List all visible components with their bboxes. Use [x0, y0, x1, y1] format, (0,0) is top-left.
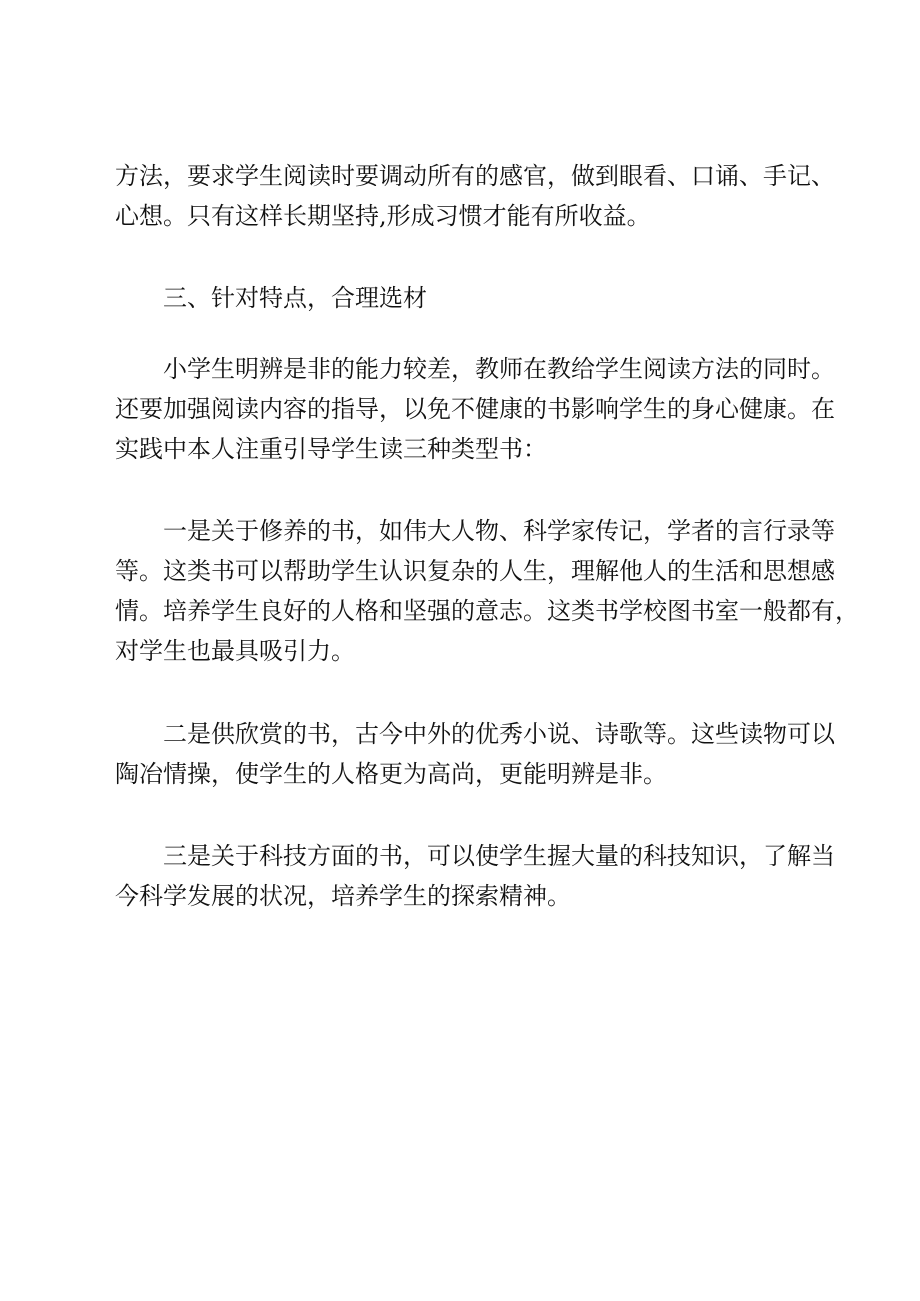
paragraph-line: 情。培养学生良好的人格和坚强的意志。这类书学校图书室一般都有，	[115, 597, 859, 625]
paragraph-5	[115, 836, 835, 916]
paragraph-1	[115, 156, 835, 236]
paragraph-3	[115, 511, 859, 671]
section-heading	[115, 278, 815, 318]
paragraph-2	[115, 349, 835, 469]
paragraph-line: 小学生明辨是非的能力较差，教师在教给学生阅读方法的同时。	[163, 355, 835, 383]
paragraph-line: 还要加强阅读内容的指导，以免不健康的书影响学生的身心健康。在	[115, 395, 835, 423]
paragraph-4	[115, 714, 835, 794]
paragraph-line: 实践中本人注重引导学生读三种类型书：	[115, 435, 547, 463]
paragraph-line: 一是关于修养的书，如伟大人物、科学家传记，学者的言行录等	[163, 517, 835, 545]
paragraph-line: 等。这类书可以帮助学生认识复杂的人生，理解他人的生活和思想感	[115, 557, 835, 585]
paragraph-line: 三是关于科技方面的书，可以使学生握大量的科技知识，了解当	[163, 842, 835, 870]
paragraph-line: 今科学发展的状况，培养学生的探索精神。	[115, 882, 571, 910]
paragraph-line: 方法，要求学生阅读时要调动所有的感官，做到眼看、口诵、手记、	[115, 162, 835, 190]
section-heading-text: 三、针对特点，合理选材	[163, 284, 427, 312]
paragraph-line: 陶冶情操，使学生的人格更为高尚，更能明辨是非。	[115, 760, 667, 788]
paragraph-line: 二是供欣赏的书，古今中外的优秀小说、诗歌等。这些读物可以	[163, 720, 835, 748]
paragraph-line: 心想。只有这样长期坚持,形成习惯才能有所收益。	[115, 202, 651, 230]
paragraph-line: 对学生也最具吸引力。	[115, 637, 355, 665]
